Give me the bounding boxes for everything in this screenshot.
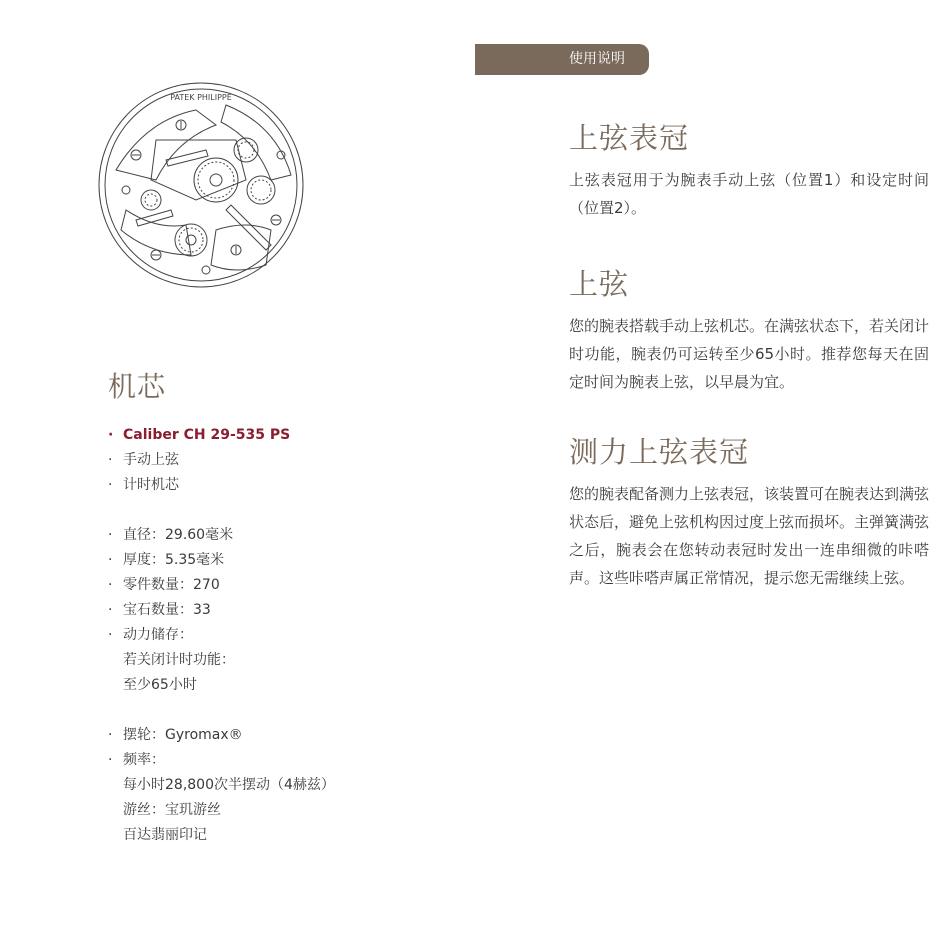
- section-torque-crown: [569, 432, 929, 592]
- spec-parts: · 零件数量：270: [108, 577, 220, 593]
- spec-frequency-sub-2: 游丝：宝玑游丝: [123, 802, 221, 818]
- spec-caliber: · Caliber CH 29-535 PS: [108, 427, 291, 443]
- spec-frequency: · 频率：: [108, 752, 165, 768]
- spec-diameter: · 直径：29.60毫米: [108, 527, 234, 543]
- section-tab-label: 使用说明: [569, 51, 625, 67]
- spec-thickness: · 厚度：5.35毫米: [108, 552, 225, 568]
- section-body: 您的腕表搭载手动上弦机芯。在满弦状态下，若关闭计时功能，腕表仍可运转至少65小时。推荐您每天在固定时间为腕表上弦，以早晨为宜。: [569, 317, 930, 391]
- spec-winding: · 手动上弦: [108, 452, 179, 468]
- section-title: 上弦: [569, 267, 630, 301]
- watch-movement-illustration: [96, 80, 306, 290]
- spec-type: · 计时机芯: [108, 477, 179, 493]
- section-body: 您的腕表配备测力上弦表冠，该装置可在腕表达到满弦状态后，避免上弦机构因过度上弦而损坏。主弹簧满弦之后，腕表会在您转动表冠时发出一连串细微的咔嗒声。这些咔嗒声属正常情况，提示您无需继续上弦。: [569, 485, 930, 587]
- spec-balance: · 摆轮：Gyromax®: [108, 727, 243, 743]
- spec-frequency-sub-1: 每小时28,800次半摆动（4赫兹）: [123, 777, 335, 793]
- spec-power-reserve: · 动力储存：: [108, 627, 193, 643]
- movement-title: 机芯: [108, 370, 167, 403]
- spec-power-reserve-sub-2: 至少65小时: [123, 677, 197, 693]
- movement-spec-list: [108, 423, 438, 848]
- section-title: 测力上弦表冠: [569, 435, 750, 469]
- spacer: [108, 498, 438, 523]
- movement-section: [108, 365, 438, 848]
- movement-engraving: PATEK PHILIPPE: [170, 93, 232, 102]
- section-winding-crown: [569, 118, 929, 222]
- section-title: 上弦表冠: [569, 121, 690, 155]
- section-winding: [569, 264, 929, 396]
- spec-frequency-sub-3: 百达翡丽印记: [123, 827, 207, 843]
- spec-power-reserve-sub-1: 若关闭计时功能：: [123, 652, 235, 668]
- spec-jewels: · 宝石数量：33: [108, 602, 211, 618]
- spacer: [108, 698, 438, 723]
- section-body: 上弦表冠用于为腕表手动上弦（位置1）和设定时间（位置2）。: [569, 171, 929, 217]
- section-tab: [475, 44, 649, 75]
